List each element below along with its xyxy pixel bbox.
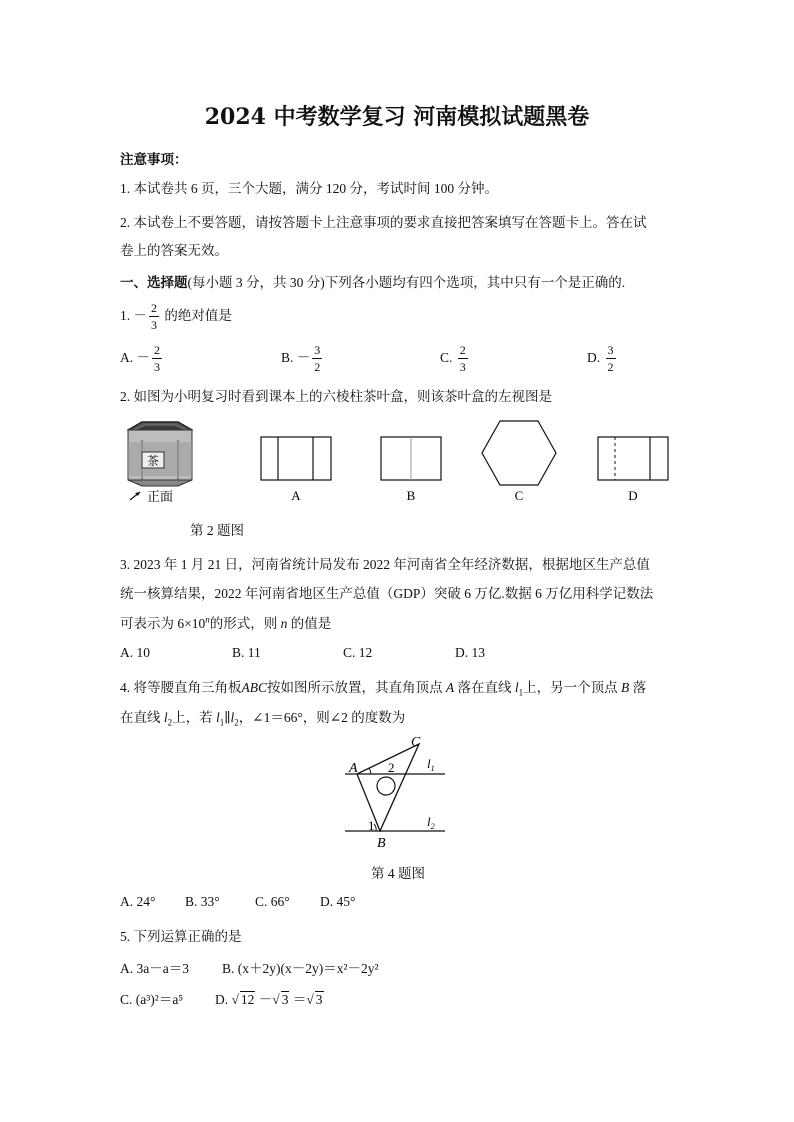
q2-option-b-figure[interactable] — [375, 432, 449, 502]
question-stem: 的绝对值是 — [164, 308, 232, 323]
option-label: B — [406, 488, 416, 502]
option-label: D — [628, 488, 638, 502]
option-label: C — [514, 488, 524, 503]
q3-option-c[interactable]: C. 12 — [343, 645, 373, 660]
q3-line2: 统一核算结果，2022 年河南省地区生产总值（GDP）突破 6 万亿.数据 6 万亿用科学记数法 — [120, 586, 654, 601]
q2-option-d-figure[interactable] — [592, 432, 676, 502]
line-l1-label: $l_1$ — [427, 756, 435, 773]
front-label: 正面 — [146, 489, 174, 504]
q1-option-d[interactable]: D. $\frac{3}{2}$ — [587, 343, 614, 375]
question-1 — [120, 296, 232, 336]
q3-option-a[interactable]: A. 10 — [120, 645, 150, 660]
note-item-2-line1: 2. 本试卷上不要答题，请按答题卡上注意事项的要求直接把答案填写在答题卡上。答在试 — [120, 215, 647, 230]
option-label: A — [291, 488, 301, 502]
angle-1-label: 1 — [368, 818, 375, 833]
question-2-stem: 2. 如图为小明复习时看到课本上的六棱柱茶叶盒，则该茶叶盒的左视图是 — [120, 389, 552, 404]
q5-option-a[interactable]: A. 3a－a＝3 — [120, 961, 189, 976]
q1-option-c[interactable]: C. $\frac{2}{3}$ — [440, 343, 466, 375]
q3-line3: 可表示为 $6\times 10^n$的形式，则 n 的值是 — [120, 614, 332, 631]
q4-option-d[interactable]: D. 45° — [320, 894, 356, 909]
q4-option-c[interactable]: C. 66° — [255, 894, 290, 909]
q3-line1: 3. 2023 年 1 月 21 日，河南省统计局发布 2022 年河南省全年经济数据，根据地区生产总值 — [120, 557, 650, 572]
notes-heading: 注意事项： — [120, 152, 188, 167]
note-item-1: 1. 本试卷共 6 页，三个大题，满分 120 分，考试时间 100 分钟。 — [120, 181, 498, 196]
q4-line2: 在直线 $l_2$上，若 $l_1\parallel l_2$，∠1＝66°，则∠2 的度数为 — [120, 710, 406, 728]
exam-title: 2024 中考数学复习 河南模拟试题黑卷 — [204, 104, 590, 130]
q2-option-c-figure[interactable] — [478, 415, 562, 503]
q5-option-d[interactable]: D. √ 12 －√ 3 ＝√ 3 — [215, 992, 323, 1007]
q2-caption: 第 2 题图 — [190, 523, 244, 538]
section-1-heading — [120, 271, 625, 291]
q4-option-a[interactable]: A. 24° — [120, 894, 156, 909]
q1-option-b[interactable]: B. － $\frac{3}{2}$ — [281, 343, 321, 375]
q3-option-d[interactable]: D. 13 — [455, 645, 485, 660]
tea-box-figure — [118, 420, 198, 504]
note-item-2-line2: 卷上的答案无效。 — [120, 243, 228, 258]
point-b-label: B — [377, 836, 386, 851]
fraction — [149, 302, 159, 331]
numerator: 2 — [151, 301, 157, 316]
line-l2-label: $l_2$ — [427, 814, 435, 831]
q4-option-b[interactable]: B. 33° — [185, 894, 220, 909]
q4-caption: 第 4 题图 — [371, 866, 425, 881]
q4-line1: 4. 将等腰直角三角板ABC按如图所示放置，其直角顶点 A 落在直线 $l_1$上，另一个顶点 B 落 — [120, 680, 647, 698]
q5-option-b[interactable]: B. (x＋2y)(x－2y)＝x²－2y² — [222, 961, 379, 976]
q1-option-a[interactable]: A. － $\frac{2}{3}$ — [120, 343, 160, 375]
q5-stem: 5. 下列运算正确的是 — [120, 929, 242, 944]
box-char: 茶 — [146, 454, 160, 468]
minus-sign: － — [133, 308, 147, 323]
q2-option-a-figure[interactable] — [255, 432, 339, 502]
question-number: 1. — [120, 308, 131, 323]
q5-option-c[interactable]: C. (a³)²＝a⁵ — [120, 992, 184, 1007]
denominator: 3 — [151, 318, 157, 333]
q3-option-b[interactable]: B. 11 — [232, 645, 261, 660]
q4-triangle-figure — [335, 730, 465, 852]
angle-2-label: 2 — [388, 760, 395, 775]
point-a-label: A — [349, 761, 358, 776]
section-label: 一、选择题 — [120, 275, 188, 290]
section-desc: (每小题 3 分，共 30 分)下列各小题均有四个选项，其中只有一个是正确的. — [187, 275, 626, 290]
point-c-label: C — [411, 735, 421, 750]
